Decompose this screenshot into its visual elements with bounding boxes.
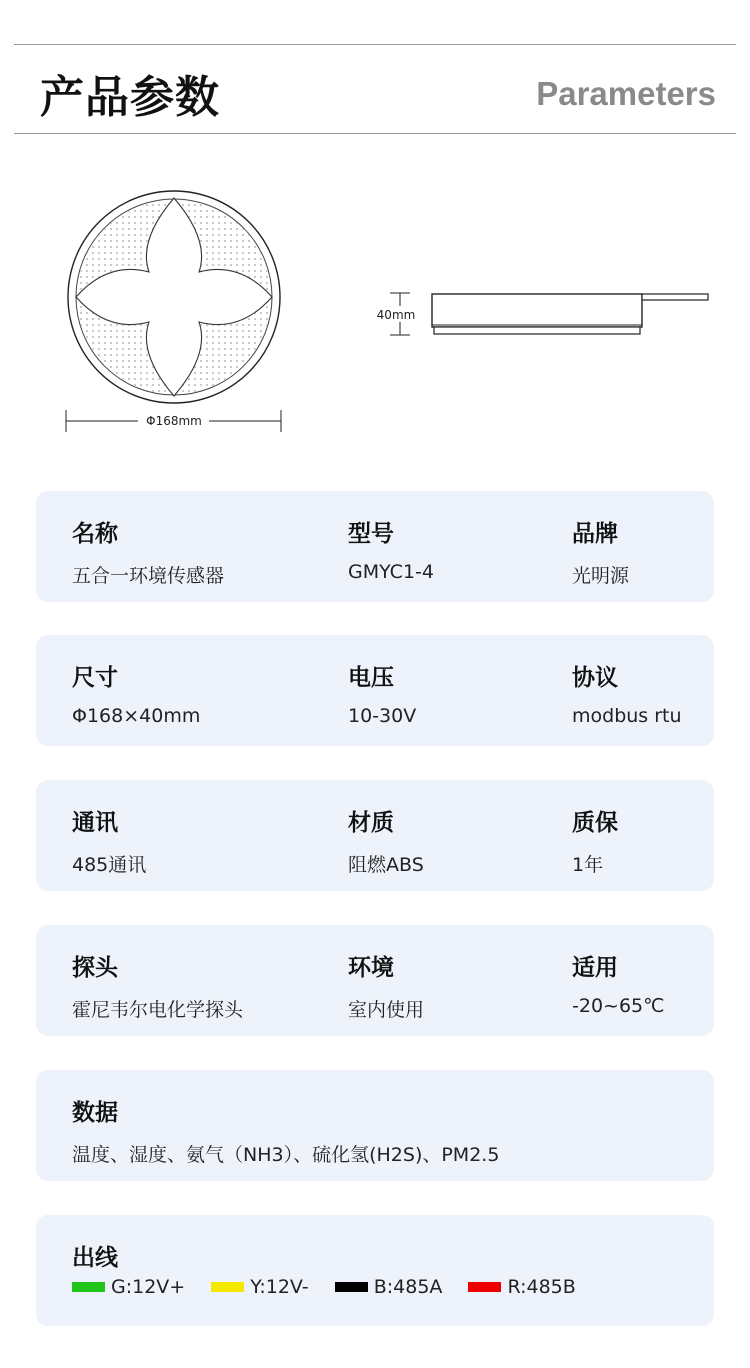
data-label: 数据 (72, 1100, 118, 1126)
wire-text: B:485A (373, 1276, 443, 1298)
spec-label: 协议 (572, 665, 618, 691)
title-en: Parameters (536, 75, 716, 112)
yellow-swatch (211, 1282, 244, 1292)
spec-label: 电压 (348, 665, 394, 691)
spec-label: 环境 (348, 955, 394, 981)
spec-value: Φ168×40mm (72, 705, 201, 727)
side-view (377, 293, 708, 335)
spec-card (36, 491, 714, 602)
spec-card (36, 780, 714, 891)
wire-yellow (211, 1276, 308, 1298)
spec-value: 五合一环境传感器 (72, 565, 225, 587)
spec-label: 探头 (72, 955, 118, 981)
spec-label: 通讯 (72, 810, 118, 836)
spec-label: 品牌 (572, 521, 618, 547)
wire-text: R:485B (507, 1276, 576, 1298)
wiring-label: 出线 (72, 1245, 118, 1271)
wire-list (72, 1275, 596, 1298)
spec-card (36, 925, 714, 1036)
spec-value: 室内使用 (348, 999, 425, 1021)
spec-value: 阻燃ABS (348, 854, 424, 876)
wire-black (335, 1276, 443, 1298)
spec-value: 485通讯 (72, 854, 147, 876)
spec-value: 1年 (572, 854, 604, 876)
height-label: 40mm (376, 308, 416, 322)
wiring-card (36, 1215, 714, 1326)
wire-green (72, 1276, 185, 1298)
product-diagram (0, 160, 750, 460)
title-cn: 产品参数 (40, 72, 220, 123)
spec-value: -20~65℃ (572, 995, 665, 1017)
spec-value: 光明源 (572, 565, 630, 587)
wire-text: G:12V+ (111, 1276, 186, 1298)
green-swatch (72, 1282, 105, 1292)
spec-value: GMYC1-4 (348, 561, 434, 583)
spec-value: 霍尼韦尔电化学探头 (72, 999, 244, 1021)
red-swatch (468, 1282, 501, 1292)
wire-red (468, 1276, 575, 1298)
wire-text: Y:12V- (250, 1276, 309, 1298)
spec-card (36, 635, 714, 746)
spec-label: 型号 (348, 521, 394, 547)
spec-label: 质保 (572, 810, 618, 836)
data-card (36, 1070, 714, 1181)
product-drawing (0, 160, 750, 460)
spec-value: 10-30V (348, 705, 417, 727)
diameter-label: Φ168mm (146, 414, 202, 428)
data-value: 温度、湿度、氨气（NH3）、硫化氢(H2S)、PM2.5 (72, 1144, 500, 1166)
spec-label: 材质 (348, 810, 394, 836)
spec-value: modbus rtu (572, 705, 682, 727)
spec-label: 名称 (72, 521, 118, 547)
spec-label: 适用 (572, 955, 618, 981)
section-header (14, 44, 736, 134)
spec-label: 尺寸 (72, 665, 118, 691)
black-swatch (335, 1282, 368, 1292)
top-view (66, 191, 281, 432)
